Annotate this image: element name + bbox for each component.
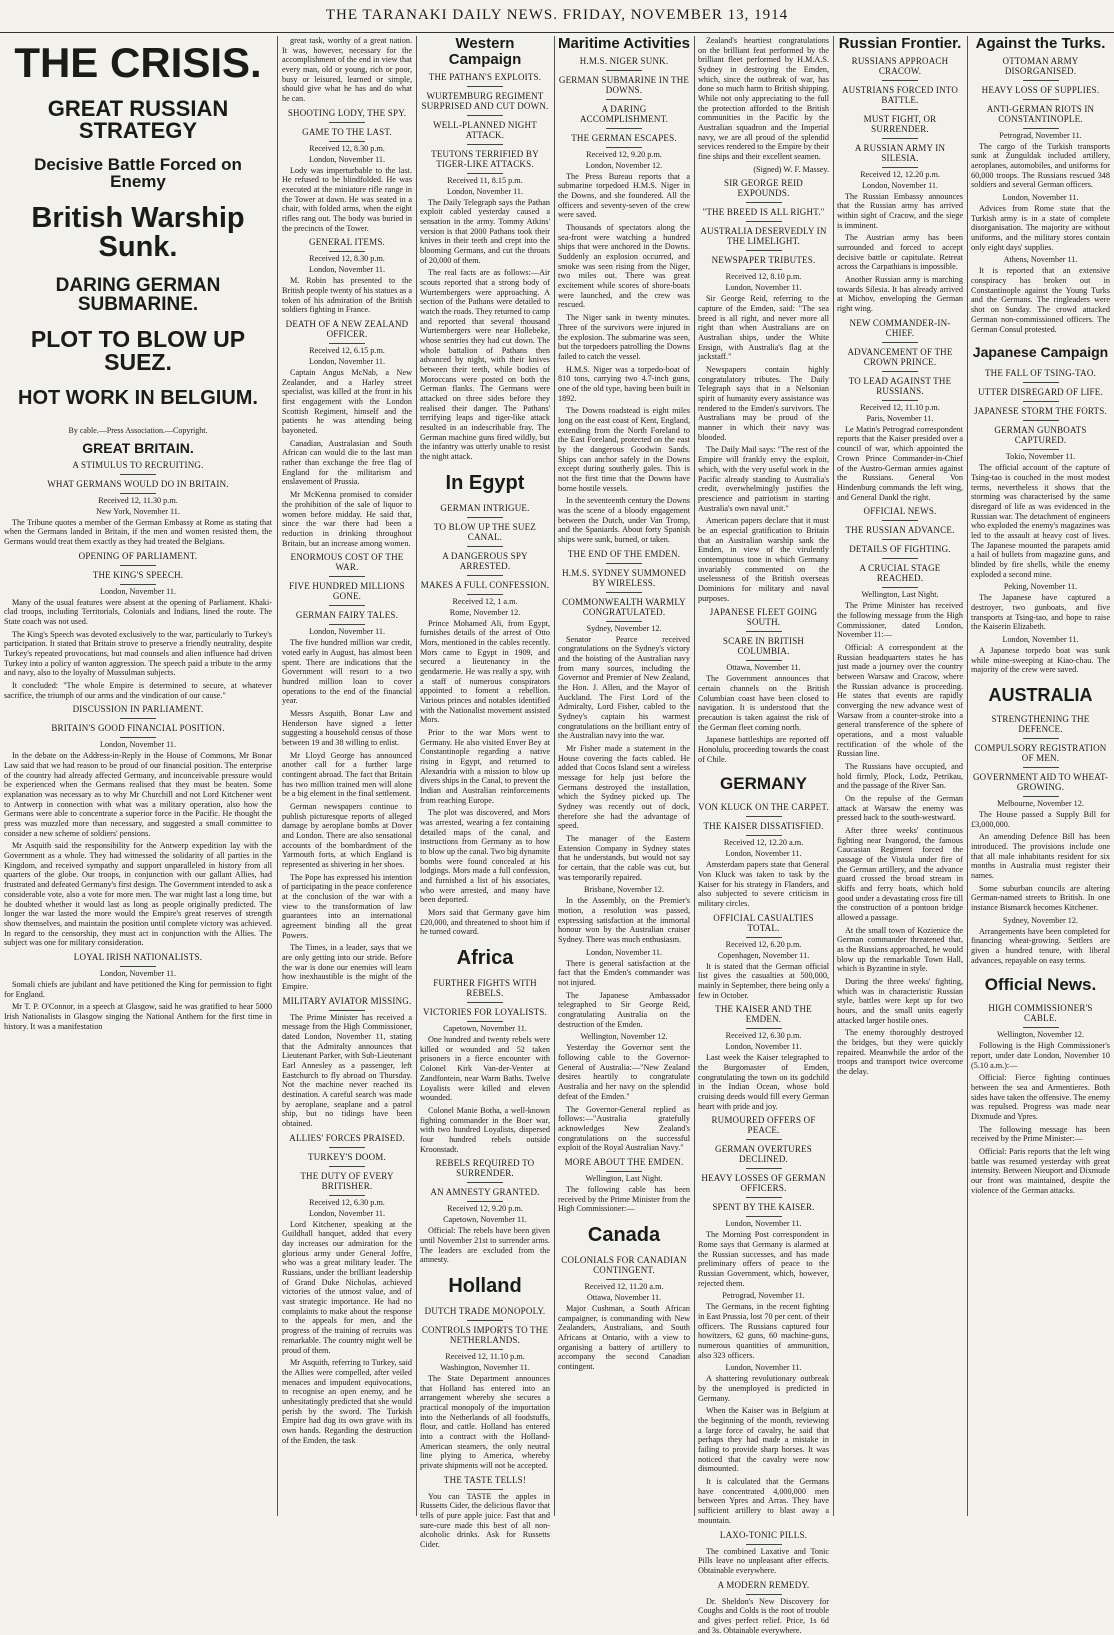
column-rule [277,36,278,1516]
dateline: Received 12, 8.10 p.m. [725,272,802,282]
article-paragraph: Zealand's heartiest congratulations on the brilliant feat performed by the brilliant fleet performed by H.M.A.S. Sydney in destroying the Emden, which, since the outbreak of war, has done so much harm to British shipping. While not only appreciating to the full the protection afforded to the British communities in the Pacific by the Australian squadron and the Imperial navy, we are all proud of the splendid services rendered to the Empire by their fine ships and their excellent seamen. [698,36,829,162]
article-paragraph: One hundred and twenty rebels were killed or wounded and 52 taken prisoners in a fierce encounter with Colonel Kirk Van-der-Venter at Zandfontein, near Warm Baths. Twelve Loyalists were killed and eleven wounded. [420,1035,550,1103]
subhead: GERMAN SUBMARINE IN THE DOWNS. [558,75,690,100]
article-paragraph: The Prime Minister has received a message from the High Commissioner, dated London, November 11, stating that the Admiralty announces that Lieutenant Parker, with Sub-Lieutenant Earl Annesley as a passenger, left Eastchurch to fly abroad on Thursday. Not the machine never reached its destination. A careful search was made by aeroplane, seaplane and a patrol ship, but no tidings have been obtained. [282,1012,412,1129]
article-paragraph: The Daily Mail says: "The rest of the Empire will frankly envy the exploit, which, with the very useful work in the Pacific already standing to Australia's credit, overwhelmingly justifies the prescience and patriotism in starting Australia's own naval unit." [698,445,829,513]
subhead: WHAT GERMANS WOULD DO IN BRITAIN. [4,479,272,494]
subhead: A DARING ACCOMPLISHMENT. [558,104,690,129]
subhead: JAPANESE STORM THE FORTS. [971,406,1110,421]
article-paragraph: The five hundred million war credit, voted early in August, has almost been spent. There are indications that the Government will resort to a two hundred million loan to cover operations to the end of the financial year. [282,638,412,706]
article-paragraph: Mr Asquith, referring to Turkey, said the Allies were compelled, after veiled menaces and impudent equivocations, to recognise an open enemy, and he unhesitatingly predicted that she would perish by the sword. The Turkish Empire had dug its own grave with its own hands. Regarding the destruction of the Emden, the task [282,1358,412,1445]
subhead: THE RUSSIAN ADVANCE. [837,525,963,540]
subhead: COMMONWEALTH WARMLY CONGRATULATED. [558,597,690,622]
article-paragraph: Somali chiefs are jubilant and have petitioned the King for permission to fight for England. [4,979,272,999]
subhead: MILITARY AVIATOR MISSING. [282,996,412,1011]
article-paragraph: The manager of the Eastern Extension Company in Sydney states that he understands, but would not say for certain, that the cable was cut, but was temporarily repaired. [558,834,690,882]
dateline: Received 12, 11.10 p.m. [860,402,940,412]
section-russian-frontier: Russian Frontier. [838,35,962,52]
subhead: GERMAN GUNBOATS CAPTURED. [971,425,1110,450]
subhead: TURKEY'S DOOM. [282,1152,412,1167]
subhead: SPENT BY THE KAISER. [698,1202,829,1217]
article-paragraph: The Japanese have captured a destroyer, two gunboats, and five transports at Tsing-tao, and hope to raise the Kaiserin Elizabeth. [971,593,1110,632]
headline-the-crisis: THE CRISIS. [14,39,262,86]
dateline: London, November 11. [308,627,386,637]
subhead: VON KLUCK ON THE CARPET. [698,802,829,817]
article-paragraph: The State Department announces that Holland has entered into an arrangement whereby she secures a practical monopoly of the importation into the Netherlands of all foodstuffs, flour, and cattle. Holland has entered into a contract with the Holland-American steamers, the only neutral line plying to America, whereby private shipments will not be accepted. [420,1373,550,1470]
article-paragraph: The cargo of the Turkish transports sunk at Zunguldak included artillery, aeroplanes, automobiles, and uniforms for 60,000 troops. The Russians rescued 348 soldiers and several German officers. [971,141,1110,190]
dateline: London, November 11. [725,1042,802,1052]
article-paragraph: The Russian Embassy announces that the Russian army has arrived within sight of Cracow, and the siege is imminent. [837,191,963,230]
article-paragraph: Le Matin's Petrograd correspondent reports that the Kaiser presided over a council of war, which appointed the Crown Prince Commander-in-Chief of the Austro-German armies against the Russians. General Von Hindenburg commands the left wing, and General Dankl the right. [837,424,963,502]
subhead: ANTI-GERMAN RIOTS IN CONSTANTINOPLE. [971,104,1110,129]
subhead: MUST FIGHT, OR SURRENDER. [837,114,963,139]
article-paragraph: When the Kaiser was in Belgium at the beginning of the month, reviewing a large force of cavalry, he said that perhaps they had made a mistake in failing to provide sharp horses. It was noticed that the cavalry were now dismounted. [698,1406,829,1474]
dateline: London, November 11. [585,947,663,957]
section-in-egypt: In Egypt [445,471,525,494]
subhead: AN AMNESTY GRANTED. [420,1187,550,1202]
column-rule [967,36,968,1516]
column-1 [4,36,272,1516]
dateline: London, November 12. [585,160,663,170]
section-holland: Holland [448,1274,522,1297]
article-paragraph: Major Cushman, a South African campaigner, is commanding with New Zealanders, Australians, and South Africans at Ontario, with a view to organising a battery of artillery to accompany the second Canadian contingent. [558,1303,690,1371]
dateline: Received 12, 1 a.m. [452,596,518,606]
article-paragraph: A Japanese torpedo boat was sunk while mine-sweeping at Kiao-chau. The majority of the crew were saved. [971,645,1110,675]
article-paragraph: Official: Paris reports that the left wing battle was resumed yesterday with great intensity. Between Nieuport and Dixmude our front was maintained, despite the violence of the German attacks. [971,1147,1110,1195]
dateline: Received 12, 6.15 p.m. [309,346,385,356]
subhead: UTTER DISREGARD OF LIFE. [971,387,1110,402]
subhead: GERMAN INTRIGUE. [420,503,550,518]
dateline: London, November 11. [99,968,177,978]
dateline: Received 12, 9.20 p.m. [586,149,662,159]
headline-decisive-battle: Decisive Battle Forced on Enemy [34,155,242,191]
subhead: "THE BREED IS ALL RIGHT." [698,207,829,222]
dateline: Received 12, 12.20 a.m. [723,838,804,848]
article-paragraph: In the seventeenth century the Downs was the scene of a bloody engagement between the Dutch, under Van Tromp, and the Spaniards. About forty Spanish ships were sunk, burned, or taken. [558,496,690,544]
subhead: DISCUSSION IN PARLIAMENT. [4,704,272,719]
article-paragraph: Last week the Kaiser telegraphed to the Burgomaster of Emden, congratulating the town on its godchild in the Indian Ocean, whose bold cruising deeds would fill every German heart with pride and joy. [698,1053,829,1111]
dateline: New York, November 11. [96,506,180,516]
subhead: THE KAISER DISSATISFIED. [698,821,829,836]
subhead: FURTHER FIGHTS WITH REBELS. [420,978,550,1003]
article-paragraph: The Downs roadstead is eight miles long on the east coast of Kent, England, extending from the North Foreland to the East Foreland, protected on the east by the dangerous Goodwin Sands. Ships can anchor safely in the Downs except during southerly gales. This is not the first time that the Downs have borne hostile vessels. [558,406,690,493]
advertisement: The combined Laxative and Tonic Pills leave no unpleasant after effects. Obtainable everywhere. [698,1546,829,1575]
article-paragraph: Japanese battleships are reported off Honolulu, proceeding towards the coast of Chile. [698,735,829,764]
dateline: London, November 11. [308,265,386,275]
article-paragraph: The Austrian army has been surrounded and forced to accept decisive battle or capitulate. Retreat across the Carpathians is impossible. [837,233,963,272]
dateline: Melbourne, November 12. [997,798,1084,808]
article-paragraph: The Pope has expressed his intention of participating in the peace conference at the conclusion of the war with a view to the transformation of law guarantees into an international agreement binding all the great Powers. [282,872,412,940]
dateline: Received 12, 6.20 p.m. [725,939,802,949]
subhead: A DANGEROUS SPY ARRESTED. [420,551,550,576]
article-paragraph: Arrangements have been completed for financing wheat-growing. Settlers are given a hundred tenure, with liberal advances, repayable on easy terms. [971,926,1110,965]
subhead: THE KING'S SPEECH. [4,570,272,585]
subhead: A STIMULUS TO RECRUITING. [4,460,272,475]
article-paragraph: Messrs Asquith, Bonar Law and Henderson have signed a letter suggesting a household census of those between 19 and 38 willing to enlist. [282,708,412,747]
section-against-the-turks: Against the Turks. [975,35,1106,52]
subhead: THE FALL OF TSING-TAO. [971,368,1110,383]
article-paragraph: The Governor-General replied as follows:—"Australia gratefully acknowledges New Zealand's congratulations on the successful exploit of the Royal Australian Navy." [558,1104,690,1153]
article-paragraph: H.M.S. Niger was a torpedo-boat of 810 tons, carrying two 4.7-inch guns, one of the old type, having been built in 1892. [558,364,690,403]
dateline: Sydney, November 12. [1003,915,1078,925]
article-paragraph: The Prime Minister has received the following message from the High Commissioner, dated London, November 11:— [837,601,963,640]
subhead: NEW COMMANDER-IN-CHIEF. [837,318,963,343]
article-paragraph: On the repulse of the German attack at Warsaw the enemy was pressed back to the south-westward. [837,793,963,823]
article-paragraph: Mr Lloyd George has announced another call for a further large contingent abroad. The fact that Britain has two million trained men will alone be a big element in the final settlement. [282,750,412,799]
article-paragraph: The Germans, in the recent fighting in East Prussia, lost 70 per cent. of their officers. The Russians captured four howitzers, 62 guns, 60 machine-guns, numerous quantities of ammunition, also 323 officers. [698,1302,829,1360]
article-paragraph: It concluded: "The whole Empire is determined to secure, at whatever sacrifice, the triumph of our arms and the vindication of our cause." [4,681,272,700]
dateline: London, November 11. [99,740,177,750]
subhead: RUSSIANS APPROACH CRACOW. [837,56,963,81]
dateline: Peking, November 11. [1003,582,1078,592]
subhead: JAPANESE FLEET GOING SOUTH. [698,607,829,632]
dateline: Ottawa, November 11. [726,663,801,673]
dateline: Wellington, November 12. [580,1032,668,1042]
subhead: MORE ABOUT THE EMDEN. [558,1157,690,1172]
article-paragraph: The Daily Telegraph says the Pathan exploit cabled yesterday caused a sensation in the army. Tommy Atkins' version is that 2000 Pathans took their knives in their teeth and crept into the blooming Germans, and cut the throats of 20,000 of them. [420,197,550,265]
subhead: LAXO-TONIC PILLS. [698,1530,829,1545]
article-paragraph: In the Assembly, on the Premier's motion, a resolution was passed, expressing satisfaction at the immortal honour won by the Australian cruiser Sydney. There was much enthusiasm. [558,896,690,945]
dateline: London, November 11. [1002,634,1079,644]
subhead: MAKES A FULL CONFESSION. [420,580,550,595]
article-paragraph: The Morning Post correspondent in Rome says that Germany is alarmed at the Russian successes, and has made preliminary offers of peace to the Russian Government, which, however, rejected them. [698,1230,829,1288]
article-paragraph: Another Russian army is marching towards Silesia. It has already arrived at Michov, enveloping the German right wing. [837,275,963,314]
article-paragraph: Prince Mohamed Ali, from Egypt, furnishes details of the arrest of Otto Mors, mentioned in the cables recently. Mors came to Egypt in 1909, and secured a lieutenancy in the gendarmerie. He was really a spy, with a staff of numerous conspirators appointed to foment a rebellion. Various princes and notables identified with the Nationalist movement assisted Mors. [420,618,550,725]
subhead: THE GERMAN ESCAPES. [558,133,690,148]
article-paragraph: The Times, in a leader, says that we are only getting into our stride. Before the war is done our enemies will learn how inexhaustible is the might of the Empire. [282,943,412,992]
advertisement: Dr. Sheldon's New Discovery for Coughs and Colds is the root of trouble and gives perfect relief. Price, 1s 6d and 3s. Obtainable everywhere. [698,1596,829,1635]
subhead: SHOOTING LODY, THE SPY. [282,108,412,123]
section-japanese-campaign: Japanese Campaign [972,344,1109,361]
article-paragraph: The enemy thoroughly destroyed the bridges, but they were quickly repaired. Meanwhile the ardor of the troops and transport twice overcome the delay. [837,1028,963,1077]
article-paragraph: Mr T. P. O'Connor, in a speech at Glasgow, said he was gratified to hear 5000 Irish Nationalists in Glasgow singing the National Anthem for the first time in history. It was a manifestation [4,1002,272,1031]
article-paragraph: The House passed a Supply Bill for £3,000,000. [971,809,1110,829]
dateline: Wellington, Last Night. [861,590,939,600]
subhead: H.M.S. SYDNEY SUMMONED BY WIRELESS. [558,568,690,593]
article-paragraph: Captain Angus McNab, a New Zealander, and a Harley street specialist, was killed at the front in his first engagement with the London Scottish Regiment, himself and the patients he was attending being bayoneted. [282,368,412,436]
subhead: WELL-PLANNED NIGHT ATTACK. [420,120,550,145]
article-paragraph: The Press Bureau reports that a submarine torpedoed H.M.S. Niger in the Downs, and she foundered. All the officers and seventy-seven of the crew were saved. [558,171,690,220]
subhead: HEAVY LOSS OF SUPPLIES. [971,85,1110,100]
article-paragraph: Many of the usual features were absent at the opening of Parliament. Khaki-clad troops, including Territorials, Colonials and Indians, lined the route. The State coach was not used. [4,597,272,627]
dateline: Petrograd, November 11. [722,1291,805,1301]
subhead: THE DUTY OF EVERY BRITISHER. [282,1171,412,1196]
article-paragraph: The Niger sank in twenty minutes. Three of the survivors were injured in the explosion. The submarine was seen, but the torpedoers patrolling the Downs failed to catch the vessel. [558,313,690,361]
article-paragraph: Official: Fierce fighting continues between the sea and Armentieres. Both sides have taken the offensive. The enemy was repulsed. Progress was made near Dixmude and Ypres. [971,1073,1110,1122]
subhead: NEWSPAPER TRIBUTES. [698,255,829,270]
subhead: LOYAL IRISH NATIONALISTS. [4,952,272,967]
article-paragraph: M. Robin has presented to the British people twenty of his statues as a token of his admiration of the British soldiers fighting in France. [282,276,412,315]
dateline: Tokio, November 11. [1005,452,1076,462]
dateline: London, November 11. [308,1208,386,1218]
article-paragraph: Sir George Reid, referring to the capture of the Emden, said: "The sea breed is all right, and never more all right than when Australians are on Australian ships, under the White Ensign, with Australia's flag at the jackstaff." [698,294,829,362]
dateline: Wellington, November 12. [996,1030,1085,1040]
subhead: SIR GEORGE REID EXPOUNDS. [698,178,829,203]
column-rule [833,36,834,1516]
article-paragraph: Amsterdam papers state that General Von Kluck was taken to task by the Kaiser for his strategy in Flanders, and also subjected to severe criticism in military circles. [698,860,829,908]
article-paragraph: Canadian, Australasian and South African can would die to the last man rather than exchange the free flag of England for the militarism and enslavement of Prussia. [282,438,412,487]
column-rule [554,36,555,1516]
article-paragraph: Prior to the war Mors went to Germany. He also visited Enver Bey at Constantinople regarding a native rising in Egypt, and returned to Alexandria with a mission to blow up divers ships in the Canal, to prevent the Indian and Australian reinforcements from reaching Europe. [420,728,550,805]
dateline: London, November 11. [308,357,386,367]
dateline: Copenhagen, November 11. [717,950,810,960]
section-africa: Africa [456,947,514,970]
subhead: GOVERNMENT AID TO WHEAT-GROWING. [971,772,1110,797]
dateline: Sydney, November 12. [586,623,662,633]
byline: By cable.—Press Association.—Copyright. [68,426,208,435]
subhead: GERMAN OVERTURES DECLINED. [698,1144,829,1169]
subhead: H.M.S. NIGER SUNK. [558,56,690,71]
subhead: COLONIALS FOR CANADIAN CONTINGENT. [558,1255,690,1280]
subhead: BRITAIN'S GOOD FINANCIAL POSITION. [4,723,272,738]
subhead: ENORMOUS COST OF THE WAR. [282,552,412,577]
article-paragraph: Newspapers contain highly congratulatory tributes. The Daily Telegraph says that in a Nelsonian spirit of humanity every assistance was rendered to the Emden's survivors. The Australians may be proud of the manner in which their navy was blooded. [698,365,829,442]
article-paragraph: The King's Speech was devoted exclusively to the war, particularly to Turkey's participation. It stated that Britain strove to preserve a friendly neutrality, despite Turkey's repeated provocations, but mad counsels and alien influence had driven Turkey into a policy of wanton aggression. The speech paid a tribute to the army and navy, also to the loyalty of Mussulman subjects. [4,629,272,678]
subhead: HIGH COMMISSIONER'S CABLE. [971,1003,1110,1028]
headline-british-warship-sunk: British Warship Sunk. [31,202,245,263]
section-maritime-activities: Maritime Activities [558,35,690,52]
article-paragraph: The real facts are as follows:—Air scouts reported that a strong body of Wurtembergers were approaching. A section of the Pathans were detailed to watch the roads. They returned to camp and reported that several thousand Wurtembergers were near Hollebeke, whose sentries they had cut down. The whole battalion of Pathans then advanced by night, with their knives between their teeth, while bodies of Moroccans were posted on both the German flanks. The Germans were attacked on three sides before they realised their danger. The Pathans' terrifying leaps and tiger-like attack resulted in an indescribable fray. The German machine guns fired wildly, but the infantry was utterly unable to resist the night attack. [420,268,550,461]
dateline: Capetown, November 11. [443,1024,527,1034]
dateline: London, November 11. [446,186,524,196]
column-rule [416,36,417,1516]
article-paragraph: Lord Kitchener, speaking at the Guildhall banquet, added that every day increases our admiration for the glorious army under General Joffre, who was a great military leader. The Russians, under the brilliant leadership of Grand Duke Nicholas, achieved victories of the utmost value, and of vast strategic importance. He had no complaints to make about the response to the appeals for men, and the progress of the training of recruits was remarkable. The country might well be proud of them. [282,1219,412,1355]
article-paragraph: It is stated that the German official list gives the casualties at 500,000, mainly in September, there being only a few in October. [698,961,829,1000]
subhead: TO LEAD AGAINST THE RUSSIANS. [837,376,963,401]
dateline: London, November 11. [725,1363,802,1373]
dateline: Capetown, November 11. [443,1215,527,1225]
subhead: DEATH OF A NEW ZEALAND OFFICER. [282,319,412,344]
article-paragraph: At the small town of Kozienice the German commander threatened that, as the Russians approached, he would blow up the remarkable Town Hall, which is Byzantine in style. [837,925,963,974]
article-paragraph: The Japanese Ambassador telegraphed to Sir George Reid, congratulating Australia on the destruction of the Emden. [558,990,690,1029]
section-australia: AUSTRALIA [988,684,1093,705]
dateline: Received 12, 11.10 p.m. [445,1351,525,1361]
subhead: OTTOMAN ARMY DISORGANISED. [971,56,1110,81]
article-paragraph: Senator Pearce received congratulations on the Sydney's victory and the hoisting of the Australian navy from many sources, including the Governor and Premier of New Zealand, the Hon. J. Allen, and the Mayor of Auckland. The First Lord of the Admiralty, Lord Fisher, cabled to the Sydney's captain his warmest congratulations on the brilliant entry of the Australian navy into the war. [558,634,690,741]
article-paragraph: great task, worthy of a great nation. It was, however, necessary for the accomplishment of the end in view that every man, old or young, rich or poor, busy or leisured, learned or simple, should give what he has and do what he can. [282,36,412,104]
dateline: London, November 11. [308,154,386,164]
headline-great-russian-strategy: GREAT RUSSIAN STRATEGY [47,96,229,143]
subhead: WURTEMBURG REGIMENT SURPRISED AND CUT DOWN. [420,91,550,116]
dateline: Ottawa, November 11. [586,1292,662,1302]
dateline: Rome, November 12. [449,607,521,617]
dateline: Received 11, 8.15 p.m. [447,175,523,185]
subhead: THE KAISER AND THE EMDEN. [698,1004,829,1029]
subhead: ALLIES' FORCES PRAISED. [282,1133,412,1148]
dateline: Received 12, 6.30 p.m. [309,1197,385,1207]
subhead: OFFICIAL NEWS. [837,506,963,521]
subhead: DETAILS OF FIGHTING. [837,544,963,559]
section-official-news: Official News. [984,975,1097,995]
article-paragraph: The plot was discovered, and Mors was arrested, wearing a fez containing detailed maps of the canal, and instructions from Germany as to how to blow up the canal. Two big dynamite bombs were found concealed at his lodgings. Mors made a full confession, and furnished a list of his associates, who were arrested, and many have been deported. [420,808,550,905]
article-paragraph: Mors said that Germany gave him £20,000, and threatened to shoot him if he turned coward. [420,908,550,937]
subhead: DUTCH TRADE MONOPOLY. [420,1306,550,1321]
article-paragraph: An amending Defence Bill has been introduced. The provisions include one that all male inhabitants resident for six months in Australia must register their names. [971,832,1110,880]
dateline: London, November 11. [1002,193,1079,203]
masthead-title: THE TARANAKI DAILY NEWS. FRIDAY, NOVEMBER 13, 1914 [325,7,789,23]
column-1a [4,422,272,1034]
subhead: COMPULSORY REGISTRATION OF MEN. [971,743,1110,768]
dateline: London, November 11. [725,283,802,293]
dateline: Athens, November 11. [1003,255,1078,265]
article-paragraph: Mr Fisher made a statement in the House covering the facts cabled. He added that Cocos Island sent a wireless message for help just before the Germans destroyed the installation, which the Sydney picked up. The Sydney was recently out of dock, therefore she had the advantage of speed. [558,744,690,831]
article-paragraph: A shattering revolutionary outbreak by the unemployed is predicted in Germany. [698,1374,829,1403]
subhead: THE PATHAN'S EXPLOITS. [420,72,550,87]
subhead: CONTROLS IMPORTS TO THE NETHERLANDS. [420,1325,550,1350]
column-3 [420,35,550,1549]
subhead: AUSTRALIA DESERVEDLY IN THE LIMELIGHT. [698,226,829,251]
masthead [0,0,1114,33]
article-paragraph: Official: The rebels have been given until November 21st to surrender arms. The leaders are excluded from the amnesty. [420,1226,550,1265]
headline-plot-suez: PLOT TO BLOW UP SUEZ. [30,326,246,375]
article-paragraph: American papers declare that it must be an especial gratification to Britain that an Australian warship sank the Emden, in view of the virulently contemptuous tone in which Germany invariably commented on the uselessness of the British overseas Dominions for military and naval purposes. [698,516,829,603]
dateline: Petrograd, November 11. [999,130,1082,140]
dateline: London, November 11. [861,180,939,190]
dateline: London, November 11. [725,849,802,859]
section-germany: GERMANY [720,774,807,794]
article-paragraph: After three weeks' continuous fighting near Ivangorod, the famous Caucasian Regiment forced the passage of the Vistula under fire of the German artillery, and the advance guard crossed the broad stream in skiffs and ferry boats, which hold good under a devastating cross fire till the construction of a pontoon bridge allowed a passage. [837,825,963,923]
article-paragraph: It is calculated that the Germans have concentrated 4,000,000 men between Ypres and Arras. They have sufficient artillery to blast away a mountain. [698,1477,829,1525]
article-paragraph: Thousands of spectators along the sea-front were watching a hundred ships that were anchored in the Downs. Suddenly an explosion occurred, and smoke was seen rising from the Niger, two miles out. There was great excitement while scores of shore-boats were launched, and the crew was rescued. [558,223,690,310]
dateline: London, November 11. [725,1219,802,1229]
article-paragraph: The following cable has been received by the Prime Minister from the High Commissioner:— [558,1184,690,1214]
dateline: Brisbane, November 12. [583,885,665,895]
article-paragraph: Mr Asquith said the responsibility for the Antwerp expedition lay with the Government as a whole. They had witnessed the solidarity of all parties in the Kingdom, and received sympathy and support unparalleled in history from all quarters of the globe. Our troops, in conjunction with our gallant Allies, had frustrated and defeated Germany's first design. The Government intended to ask a considerable vote, also a vote for more men. The war might last a long time, but he doubted whether it would last as long as people originally predicted. The longer the war lasted the more would the Empire's great reserves of strength show themselves, and maintain the position until complete victory was achieved. In regard to the censorship, they must act in conjunction with the Allies. The subject was one for military consideration. [4,841,272,948]
article-paragraph: In the debate on the Address-in-Reply in the House of Commons, Mr Bonar Law said that we had reason to be proud of our financial position. The enterprise of the country had already affected Germany, and inconceivable pressure would be experienced when the Germans realised that they must be beaten. Some explanation was necessary as to why Mr Churchill and not Lord Kitchener went to Antwerp in connection with what was a military operation, also how the Germans were able to concentrate a superior force in the Pacific. He thought the press was muzzled more than necessary, and suggested a small committee to consider a new scheme of soldiers' pensions. [4,751,272,838]
article-paragraph: The Tribune quotes a member of the German Embassy at Rome as stating that when the Germans landed in Britain, if the men and women resisted them, the Germans would treat them exactly as they had treated the Belgians. [4,517,272,547]
subhead: HEAVY LOSSES OF GERMAN OFFICERS. [698,1173,829,1198]
article-paragraph: The official account of the capture of Tsing-tao is couched in the most modest terms, nevertheless it shows that the storming was characterised by the same disregard of life as was evidenced in the Russian war. The detachment of engineers who exploded the enemy's magazines was led to the assault at heavy cost of lives. The Japanese mounted the parapets amid a hail of bullets from magazine guns, and blinded by fire shells, while the enemy exploded a second mine. [971,463,1110,579]
column-5 [698,36,829,1635]
article-paragraph: Advices from Rome state that the Turkish army is in a state of complete disorganisation. The majority are without uniforms, and the military stores contain only eight days' supplies. [971,204,1110,252]
subhead: A MODERN REMEDY. [698,1580,829,1595]
dateline: Received 12, 12.20 p.m. [860,169,940,179]
dateline: Received 12, 8.30 p.m. [309,254,385,264]
article-paragraph: Colonel Manie Botha, a well-known fighting commander in the Boer war, with two hundred Loyalists, dispersed four hundred rebels outside Kroonstadt. [420,1105,550,1154]
article-paragraph: Some suburban councils are altering German-named streets to British. In one instance Bismarck becomes Kitchener. [971,883,1110,912]
subhead: STRENGTHENING THE DEFENCE. [971,714,1110,739]
subhead: AUSTRIANS FORCED INTO BATTLE. [837,85,963,110]
dateline: Received 12, 11.30 p.m. [98,495,178,505]
article-paragraph: Following is the High Commissioner's report, under date London, November 10 (5.10 a.m.):— [971,1041,1110,1070]
article-paragraph: It is reported that an extensive conspiracy has broken out in Constantinople against the Young Turks and the Germans. The ringleaders were shot on Sunday. The crowd attacked German non-commissioned officers. The German Consul protested. [971,266,1110,334]
dateline: Received 12, 6.30 p.m. [725,1031,802,1041]
column-4 [558,36,690,1516]
subhead: THE END OF THE EMDEN. [558,549,690,564]
section-great-britain: GREAT BRITAIN. [82,440,194,456]
article-paragraph: Mr McKenna promised to consider the prohibition of the sale of liquor to women before midday. He said that, since the war there had been a reduction in drinking throughout Britain, but an increase among women. [282,490,412,548]
subhead: A RUSSIAN ARMY IN SILESIA. [837,143,963,168]
column-6 [837,36,963,1516]
subhead: RUMOURED OFFERS OF PEACE. [698,1115,829,1140]
subhead: TO BLOW UP THE SUEZ CANAL. [420,522,550,547]
subhead: OPENING OF PARLIAMENT. [4,551,272,566]
headline-daring-submarine: DARING GERMAN SUBMARINE. [55,275,221,315]
subhead: OFFICIAL CASUALTIES TOTAL. [698,913,829,938]
column-2 [282,36,412,1516]
subhead: THE TASTE TELLS! [420,1475,550,1490]
article-paragraph: Yesterday the Governor sent the following cable to the Governor-General of Australia:—"New Zealand desires heartily to congratulate Australia and her navy on the splendid defeat of the Emden." [558,1043,690,1101]
dateline: Received 12, 9.20 p.m. [447,1204,523,1214]
signature-line: (Signed) W. F. Massey. [753,164,829,174]
section-canada: Canada [587,1223,661,1246]
subhead: SCARE IN BRITISH COLUMBIA. [698,636,829,661]
article-paragraph: German newspapers continue to publish picturesque reports of alleged damage by aeroplane bombs at Dover and London. There are also sensational accounts of the bombardment of the Yarmouth forts, at which England is represented as shivering in her shoes. [282,801,412,869]
dateline: Received 12, 11.20 a.m. [584,1281,664,1291]
article-paragraph: Lody was imperturbable to the last. He refused to be blindfolded. He was executed at the miniature rifle range in the Tower at dawn. He was seated in a chair, with folded arms, when the eight rifles rang out. The body was buried in the precincts of the Tower. [282,165,412,233]
column-rule [694,36,695,1516]
subhead: REBELS REQUIRED TO SURRENDER. [420,1158,550,1183]
article-paragraph: Official: A correspondent at the Russian headquarters states he has just made a journey over the country between Warsaw and Cracow, where the Russian advance is proceeding. He states that events are rapidly converging the new advance west of Warsaw from a counter-stroke into a general transference of the sphere of operations, and a most valuable rectification of the whole of the Russian line. [837,642,963,759]
article-paragraph: The Russians have occupied, and hold firmly, Plock, Lodz, Petrikau, and the passage of the River San. [837,761,963,791]
headline-hot-work-belgium: HOT WORK IN BELGIUM. [18,387,258,409]
section-western-campaign: Western Campaign [448,35,522,68]
subhead: GENERAL ITEMS. [282,237,412,252]
subhead: TEUTONS TERRIFIED BY TIGER-LIKE ATTACKS. [420,149,550,174]
column-7 [971,36,1110,1516]
dateline: London, November 11. [99,586,177,596]
dateline: Washington, November 11. [440,1362,530,1372]
dateline: Paris, November 11. [866,413,934,423]
dateline: Wellington, Last Night. [585,1173,663,1183]
article-paragraph: The Government announces that certain channels on the British Columbian coast have been closed to navigation. It is understood that the precaution is taken against the risk of the German fleet coming north. [698,674,829,732]
article-paragraph: During the three weeks' fighting, which was in characteristic Russian style, battles were kept up for two hours, and the small units eagerly attacked larger hostile ones. [837,977,963,1025]
dateline: Received 12, 8.30 p.m. [309,143,385,153]
advertisement: You can TASTE the apples in Russetts Cider, the delicious flavor that tells of pure apple juice. Fast that and sure-cure made this best of all non-alcoholic drinks. Ask for Russetts Cider. [420,1491,550,1549]
article-paragraph: There is general satisfaction at the fact that the Emden's commander was not injured. [558,958,690,988]
subhead: FIVE HUNDRED MILLIONS GONE. [282,581,412,606]
subhead: GAME TO THE LAST. [282,127,412,142]
subhead: ADVANCEMENT OF THE CROWN PRINCE. [837,347,963,372]
subhead: VICTORIES FOR LOYALISTS. [420,1007,550,1022]
subhead: A CRUCIAL STAGE REACHED. [837,563,963,588]
article-paragraph: The following message has been received by the Prime Minister:— [971,1124,1110,1144]
subhead: GERMAN FAIRY TALES. [282,610,412,625]
